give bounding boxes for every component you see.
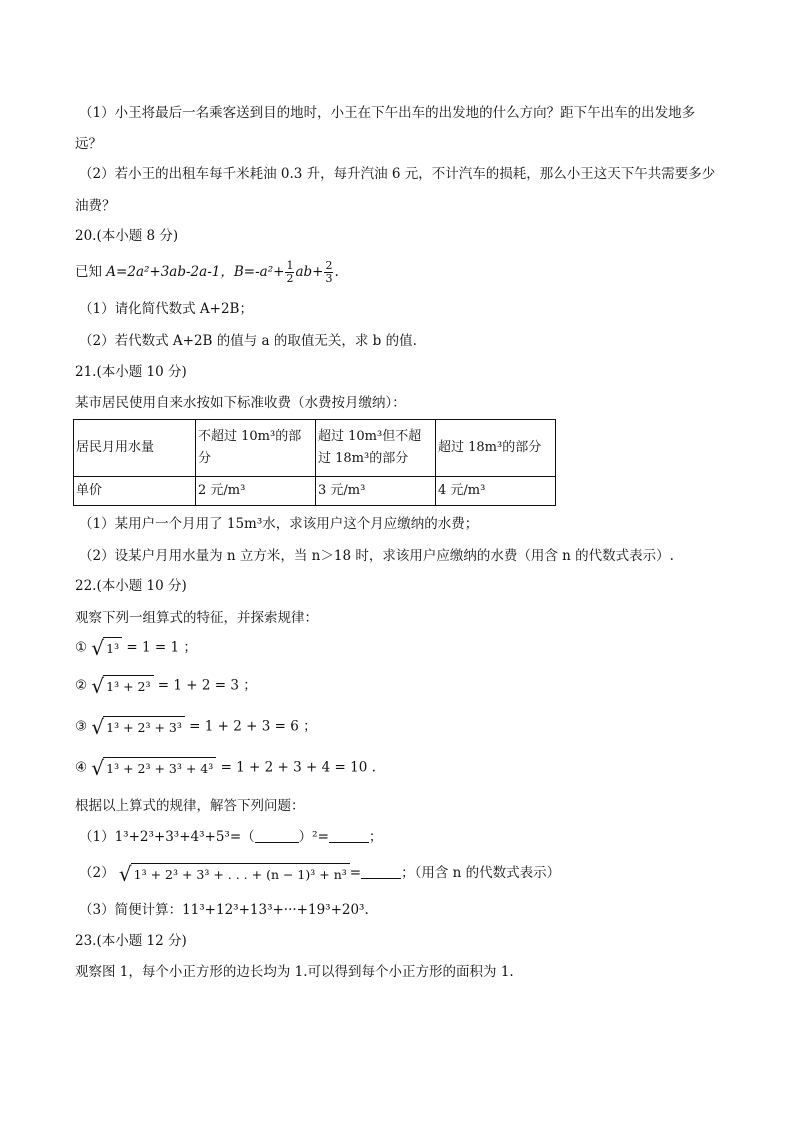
q20-fraction-1-numerator: 1 [286, 259, 294, 272]
q22-equation-2 [75, 675, 257, 697]
radicand: 1³ + 2³ + 3³ + . . . + (n − 1)³ + n³ [131, 863, 350, 885]
equation-result: = 1 + 2 + 3 + 4 = 10 . [216, 759, 376, 776]
square-root [91, 675, 153, 697]
q20-fraction-2-denominator: 3 [325, 272, 333, 285]
q20-part1: （1）请化简代数式 A+2B； [79, 301, 253, 317]
equation-marker: ① [75, 639, 88, 656]
q19-part2-line1: （2）若小王的出租车每千米耗油 0.3 升，每升汽油 6 元，不计汽车的损耗，那么小王这天下午共需要多少 [79, 166, 716, 182]
answer-blank[interactable] [255, 828, 299, 843]
q20-fraction-2 [324, 260, 333, 285]
answer-blank[interactable] [361, 864, 401, 879]
q22-part3: （3）简便计算：11³+12³+13³+···+19³+20³. [79, 902, 369, 918]
table-row [74, 477, 556, 506]
q22-part1-prefix: （1）1³+2³+3³+4³+5³=（ [79, 829, 255, 845]
q20-given-prefix: 已知 [75, 264, 107, 280]
q20-fraction-1-denominator: 2 [286, 272, 294, 285]
q20-ab-term: ab+ [295, 264, 324, 280]
q22-part1-middle: ）²= [298, 829, 329, 845]
radicand: 1³ [103, 637, 122, 659]
equation-result: = 1 + 2 + 3 = 6 ； [184, 718, 317, 735]
table-cell: 3 元/m³ [316, 477, 436, 506]
q22-intro: 观察下列一组算式的特征，并探索规律： [75, 610, 318, 626]
table-cell: 4 元/m³ [436, 477, 556, 506]
q20-fraction-1 [285, 260, 294, 285]
q22-equation-3 [75, 716, 317, 738]
q20-part2: （2）若代数式 A+2B 的值与 a 的取值无关，求 b 的值. [79, 333, 417, 349]
square-root [91, 716, 184, 738]
q21-header: 21.(本小题 10 分) [75, 364, 187, 380]
q22-solve-intro: 根据以上算式的规律，解答下列问题： [75, 798, 305, 814]
equation-marker: ③ [75, 718, 88, 735]
table-header-row [74, 420, 556, 477]
radical-sign-icon: √ [118, 861, 132, 886]
radical-sign-icon: √ [91, 715, 105, 739]
equation-result: = 1 = 1 ； [122, 639, 197, 656]
q20-fraction-2-numerator: 2 [325, 259, 333, 272]
q22-equation-4 [75, 757, 376, 779]
radicand: 1³ + 2³ + 3³ + 4³ [103, 757, 216, 779]
q21-part2: （2）设某户月用水量为 n 立方米，当 n＞18 时，求该用户应缴纳的水费（用含 n 的代数式表示）. [79, 548, 674, 564]
radical-sign-icon: √ [91, 756, 105, 780]
q22-header: 22.(本小题 10 分) [75, 578, 187, 594]
q22-part1-end: ； [368, 829, 383, 845]
square-root [91, 637, 122, 659]
q22-part2-prefix: （2） [79, 865, 115, 881]
q20-given-end: . [334, 264, 339, 280]
table-header-cell: 不超过 10m³的部分 [196, 420, 316, 477]
q22-part2-note: ；（用含 n 的代数式表示） [401, 865, 561, 881]
q21-part1: （1）某用户一个月用了 15m³水，求该用户这个月应缴纳的水费； [79, 516, 479, 532]
equation-result: = 1 + 2 = 3 ； [153, 677, 257, 694]
q23-intro: 观察图 1，每个小正方形的边长均为 1.可以得到每个小正方形的面积为 1. [75, 964, 514, 980]
square-root [119, 863, 350, 885]
equation-marker: ② [75, 677, 88, 694]
q20-header: 20.(本小题 8 分) [75, 228, 179, 244]
equation-marker: ④ [75, 759, 88, 776]
radical-sign-icon: √ [91, 674, 105, 698]
radical-sign-icon: √ [91, 636, 105, 660]
water-fee-table [73, 419, 556, 506]
q22-part2-equals: = [349, 865, 362, 881]
table-cell: 2 元/m³ [196, 477, 316, 506]
q19-part1-line2: 远？ [75, 136, 102, 152]
q20-B-expression-start: B=-a²+ [233, 264, 285, 280]
radicand: 1³ + 2³ + 3³ [103, 716, 185, 738]
table-header-cell: 超过 18m³的部分 [436, 420, 556, 477]
radicand: 1³ + 2³ [103, 675, 153, 697]
q22-equation-1 [75, 637, 197, 659]
q23-header: 23.(本小题 12 分) [75, 933, 187, 949]
q20-given [75, 258, 339, 286]
answer-blank[interactable] [329, 828, 369, 843]
q19-part1-line1: （1）小王将最后一名乘客送到目的地时，小王在下午出车的出发地的什么方向？距下午出车的出发地多 [79, 105, 696, 121]
table-header-cell: 超过 10m³但不超过 18m³的部分 [316, 420, 436, 477]
square-root [91, 757, 216, 779]
q20-A-expression: A=2a²+3ab-2a-1， [106, 264, 234, 280]
q21-intro: 某市居民使用自来水按如下标准收费（水费按月缴纳）： [75, 395, 406, 411]
table-cell: 单价 [74, 477, 196, 506]
table-header-cell: 居民月用水量 [74, 420, 196, 477]
q22-part2 [79, 860, 560, 886]
q19-part2-line2: 油费？ [75, 198, 116, 214]
q22-part1 [79, 827, 382, 847]
